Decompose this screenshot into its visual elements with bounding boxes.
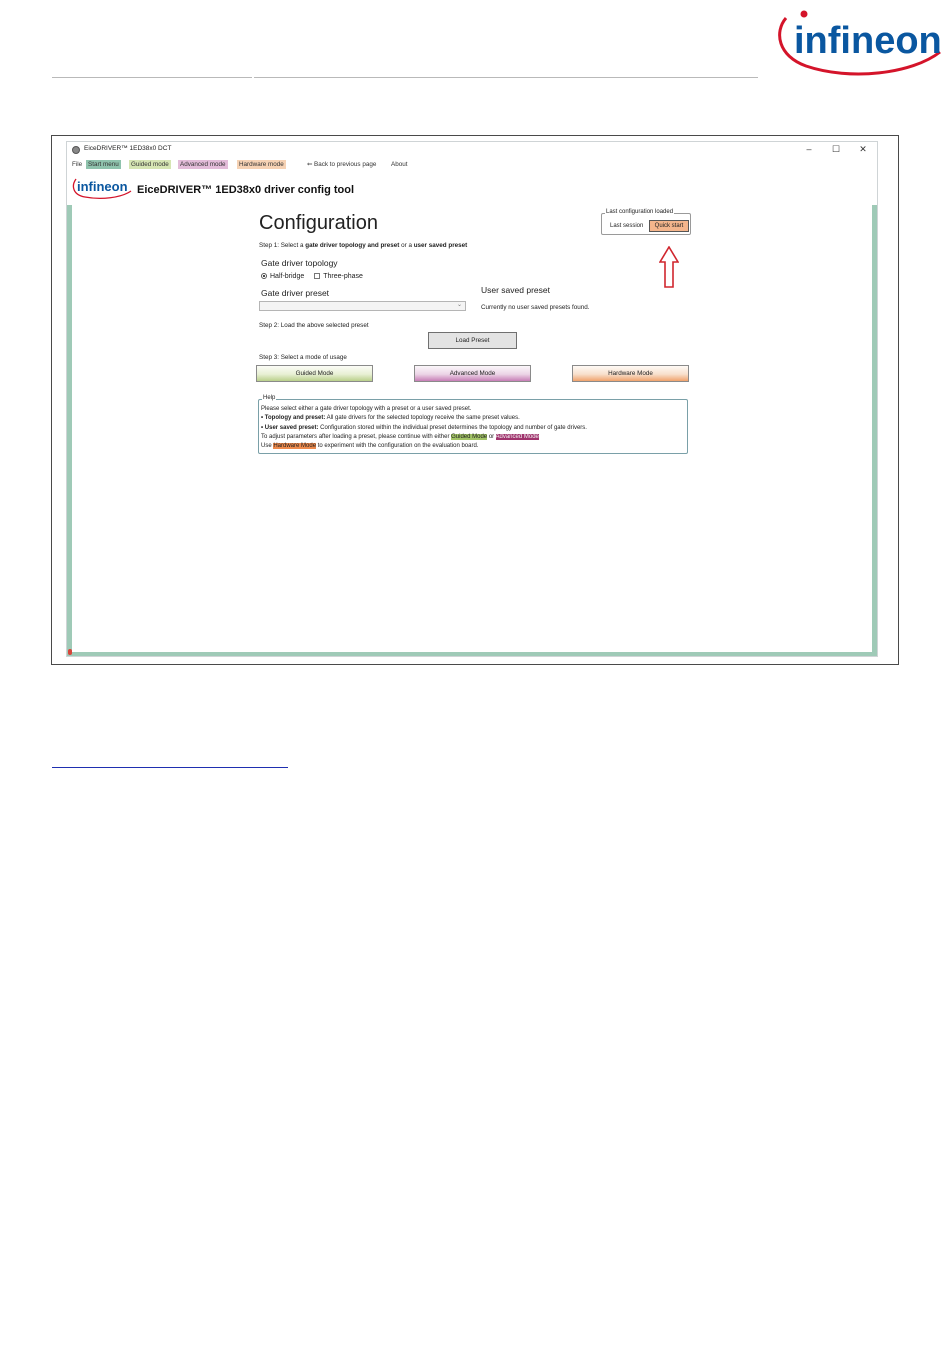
header-rule (52, 77, 252, 78)
help-line: Use Hardware Mode to experiment with the configuration on the evaluation board. (261, 443, 479, 450)
last-config-group (601, 209, 691, 235)
step3-text: Step 3: Select a mode of usage (259, 354, 347, 361)
title-bar (67, 142, 877, 158)
menu-back[interactable]: ⇐ Back to previous page (307, 161, 377, 168)
help-text (261, 405, 587, 451)
minimize-icon[interactable]: – (806, 144, 812, 154)
advanced-mode-button[interactable]: Advanced Mode (414, 365, 531, 382)
last-session-label: Last session (610, 223, 644, 229)
preset-label: Gate driver preset (261, 288, 330, 298)
guided-mode-button[interactable]: Guided Mode (256, 365, 373, 382)
three-phase-checkbox[interactable] (314, 273, 320, 279)
app-icon (72, 146, 80, 154)
last-config-legend: Last configuration loaded (606, 209, 674, 215)
help-line: To adjust parameters after loading a preset, please continue with either Guided Mode or Advanced Mode (261, 433, 539, 440)
load-preset-button[interactable]: Load Preset (428, 332, 517, 349)
help-line: • Topology and preset: All gate drivers for the selected topology receive the same preset values. (261, 415, 520, 422)
help-box (258, 395, 688, 454)
configuration-page (72, 205, 872, 652)
three-phase-label: Three-phase (323, 273, 363, 280)
app-title: EiceDRIVER™ 1ED38x0 driver config tool (137, 184, 355, 196)
half-bridge-label: Half-bridge (270, 273, 305, 280)
window-title: EiceDRIVER™ 1ED38x0 DCT (84, 145, 172, 152)
topology-options (261, 273, 363, 280)
logo-wordmark: infineon (794, 20, 942, 62)
hardware-mode-button[interactable]: Hardware Mode (572, 365, 689, 382)
preset-dropdown[interactable] (259, 301, 466, 311)
menu-bar (67, 159, 877, 171)
brand-logo-text: infineon (77, 179, 128, 194)
menu-about[interactable]: About (391, 161, 408, 168)
link-underline[interactable] (52, 767, 288, 768)
advanced-mode-highlight: Advanced Mode (495, 433, 539, 440)
user-preset-label: User saved preset (481, 285, 550, 295)
menu-guided-mode[interactable]: Guided mode (131, 161, 169, 168)
menu-file[interactable]: File (72, 161, 83, 168)
step1-text: Step 1: Select a gate driver topology and preset or a user saved preset (259, 242, 468, 249)
half-bridge-radio[interactable] (261, 273, 267, 279)
screenshot-frame (51, 135, 899, 665)
page-title: Configuration (259, 212, 378, 234)
user-preset-status: Currently no user saved presets found. (481, 304, 590, 311)
step2-text: Step 2: Load the above selected preset (259, 322, 369, 329)
main-panel (67, 205, 877, 656)
hardware-mode-highlight: Hardware Mode (273, 443, 317, 450)
up-arrow-icon (659, 246, 679, 288)
brand-bar (67, 172, 877, 205)
brand-logo (71, 174, 133, 201)
guided-mode-highlight: Guided Mode (451, 433, 488, 440)
help-line: Please select either a gate driver topology with a preset or a user saved preset. (261, 406, 472, 412)
menu-hardware-mode[interactable]: Hardware mode (239, 161, 284, 168)
infineon-logo (772, 6, 944, 80)
app-window (66, 141, 878, 657)
help-legend: Help (263, 395, 276, 401)
menu-advanced-mode[interactable]: Advanced mode (180, 161, 226, 168)
maximize-icon[interactable]: ☐ (831, 144, 841, 154)
help-line: • User saved preset: Configuration stored within the individual preset determines the topology and number of gate drivers. (261, 424, 587, 431)
chevron-down-icon: ⌄ (456, 302, 462, 308)
status-indicator (68, 649, 72, 655)
header-rule (254, 77, 758, 78)
close-icon[interactable]: ✕ (859, 144, 867, 154)
topology-label: Gate driver topology (261, 258, 338, 268)
menu-start[interactable]: Start menu (88, 161, 119, 168)
quick-start-button[interactable]: Quick start (649, 220, 689, 232)
